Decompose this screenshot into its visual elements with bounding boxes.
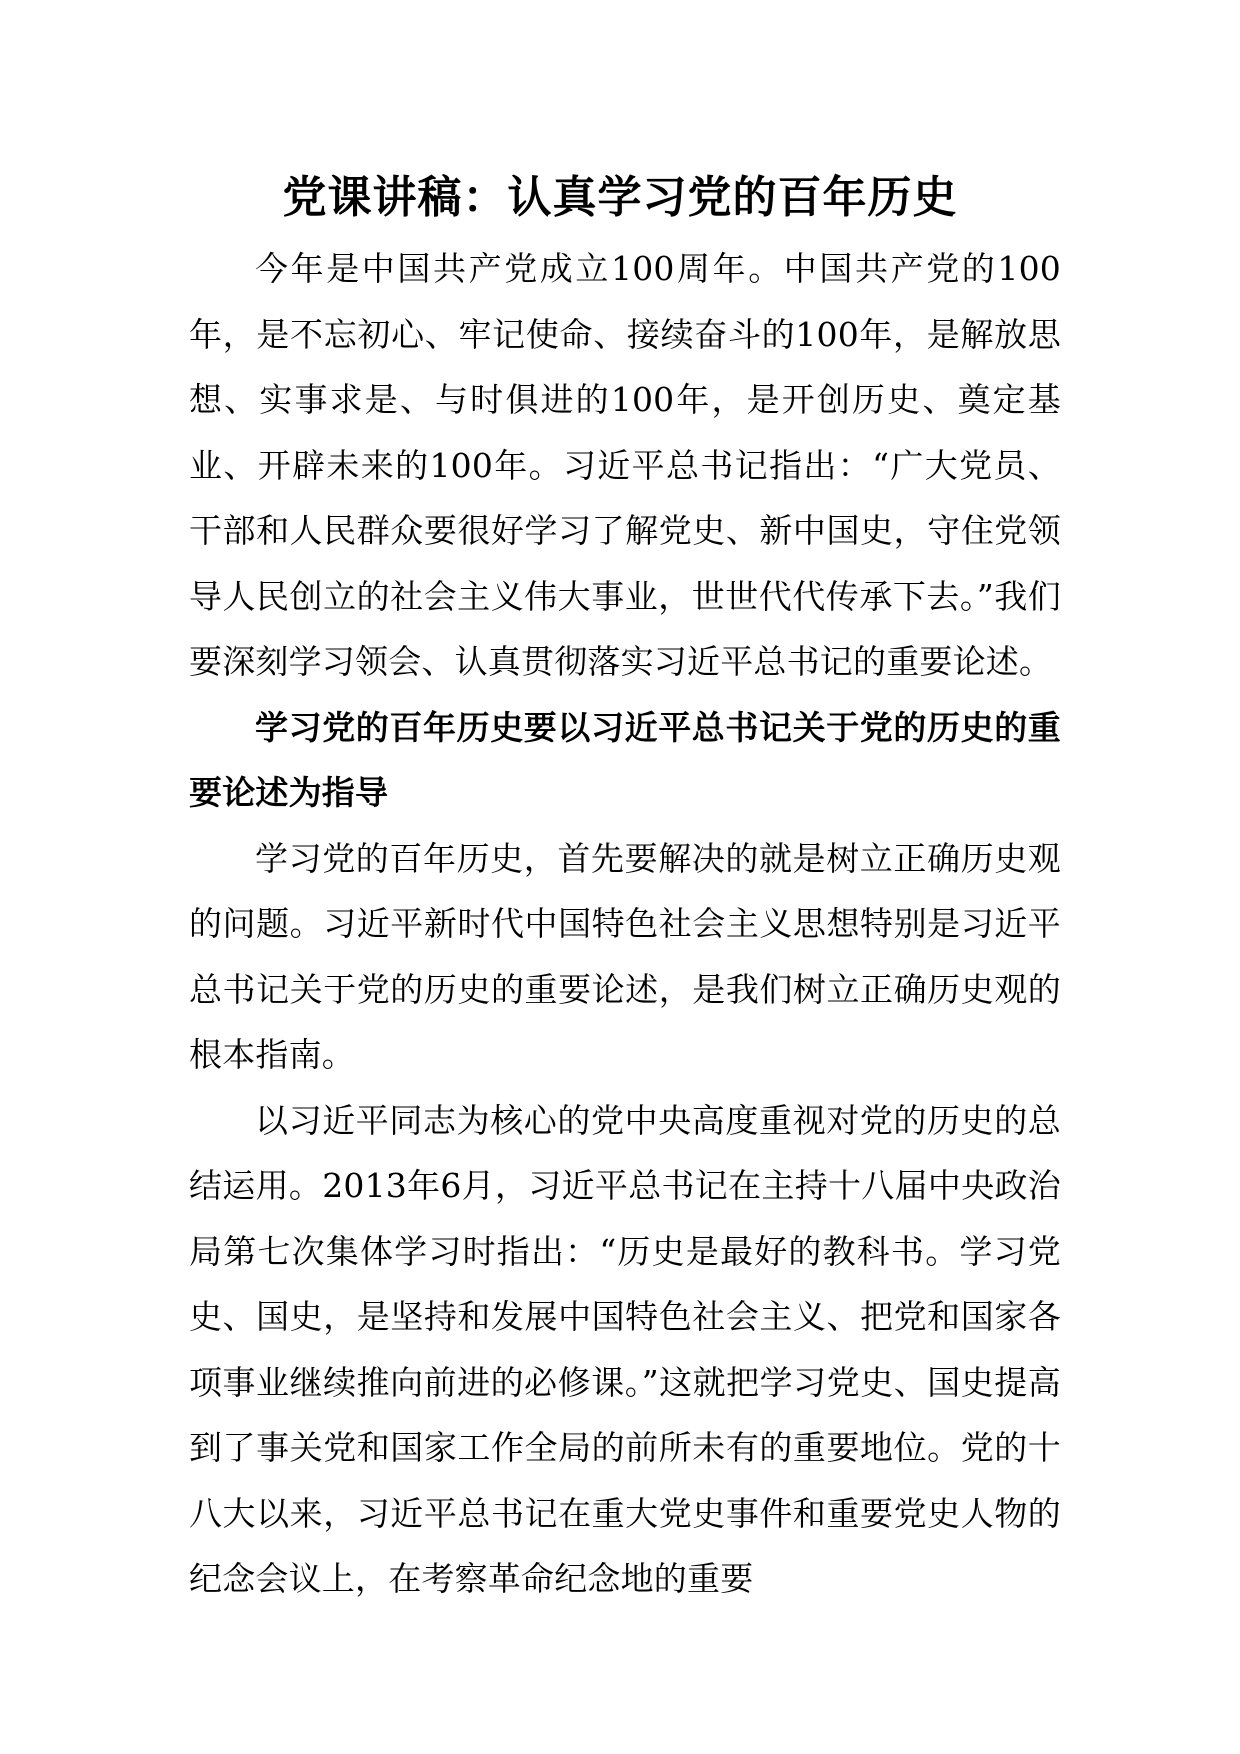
document-title: 党课讲稿：认真学习党的百年历史 <box>282 172 958 223</box>
document-body <box>189 236 1061 1612</box>
body-paragraph-1: 学习党的百年历史，首先要解决的就是树立正确历史观的问题。习近平新时代中国特色社会主义思想特别是习近平总书记关于党的历史的重要论述，是我们树立正确历史观的根本指南。 <box>189 838 1061 1074</box>
body-paragraph-2: 以习近平同志为核心的党中央高度重视对党的历史的总结运用。2013年6月，习近平总书记在主持十八届中央政治局第七次集体学习时指出：“历史是最好的教科书。学习党史、国史，是坚持和发展中国特色社会主义、把党和国家各项事业继续推向前进的必修课。”这就把学习党史、国史提高到了事关党和国家工作全局的前所未有的重要地位。党的十八大以来，习近平总书记在重大党史事件和重要党史人物的纪念会议上，在考察革命纪念地的重要 <box>189 1100 1061 1598</box>
section-heading: 学习党的百年历史要以习近平总书记关于党的历史的重要论述为指导 <box>189 707 1061 812</box>
intro-paragraph: 今年是中国共产党成立100周年。中国共产党的100年，是不忘初心、牢记使命、接续奋斗的100年，是解放思想、实事求是、与时俱进的100年，是开创历史、奠定基业、开辟未来的100年。习近平总书记指出：“广大党员、干部和人民群众要很好学习了解党史、新中国史，守住党领导人民创立的社会主义伟大事业，世世代代传承下去。”我们要深刻学习领会、认真贯彻落实习近平总书记的重要论述。 <box>189 249 1061 681</box>
